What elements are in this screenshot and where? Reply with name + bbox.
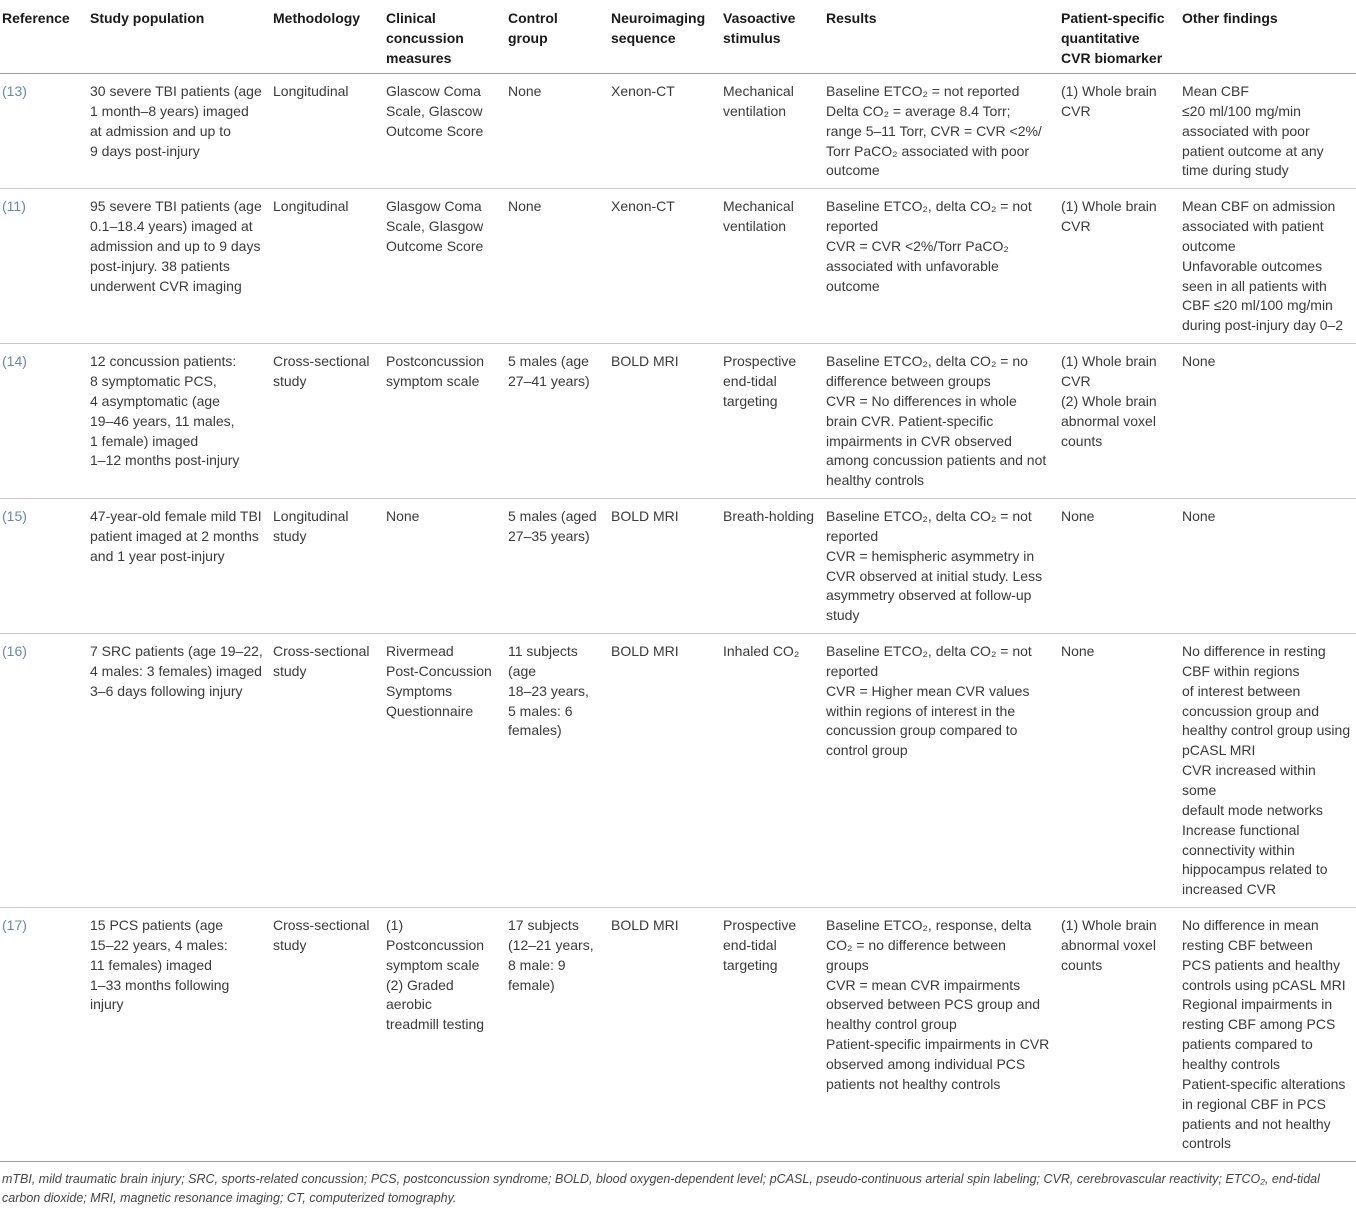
cell-measures: Postconcussion symptom scale bbox=[384, 344, 506, 499]
cell-sequence: BOLD MRI bbox=[609, 344, 721, 499]
cell-stimulus: Prospective end-tidal targeting bbox=[721, 344, 824, 499]
cell-measures: Glasgow Coma Scale, Glasgow Outcome Score bbox=[384, 189, 506, 344]
cell-sequence: BOLD MRI bbox=[609, 499, 721, 634]
cell-results: Baseline ETCO₂ = not reported Delta CO₂ = average 8.4 Torr; range 5–11 Torr, CVR = CVR <2%/ Torr PaCO₂ associated with poor outcome bbox=[824, 74, 1059, 189]
header-results: Results bbox=[824, 0, 1059, 74]
cell-biomarker: (1) Whole brain CVR (2) Whole brain abnormal voxel counts bbox=[1059, 344, 1180, 499]
cell-measures: Rivermead Post-Concussion Symptoms Questionnaire bbox=[384, 634, 506, 908]
cell-methodology: Longitudinal bbox=[271, 74, 384, 189]
cell-control: 5 males (aged 27–35 years) bbox=[506, 499, 609, 634]
cell-results: Baseline ETCO₂, delta CO₂ = not reported CVR = hemispheric asymmetry in CVR observed at initial study. Less asymmetry observed at follow-up study bbox=[824, 499, 1059, 634]
cell-population: 30 severe TBI patients (age 1 month–8 years) imaged at admission and up to 9 days post-injury bbox=[88, 74, 271, 189]
cell-control: None bbox=[506, 189, 609, 344]
header-row bbox=[0, 0, 1356, 74]
header-study-population: Study population bbox=[88, 0, 271, 74]
table-row bbox=[0, 499, 1356, 634]
header-cvr-biomarker: Patient-specific quantitative CVR biomarker bbox=[1059, 0, 1180, 74]
table-row bbox=[0, 74, 1356, 189]
cell-sequence: BOLD MRI bbox=[609, 908, 721, 1162]
table-footnote: mTBI, mild traumatic brain injury; SRC, sports-related concussion; PCS, postconcussion syndrome; BOLD, blood oxygen-dependent level; pCASL, pseudo-continuous arterial spin labeling; CVR, cerebrovascular reactivity; ETCO₂, end-tidal carbon dioxide; MRI, magnetic resonance imaging; CT, computerized tomography. bbox=[2, 1172, 1320, 1206]
cell-methodology: Cross-sectional study bbox=[271, 634, 384, 908]
cell-methodology: Longitudinal study bbox=[271, 499, 384, 634]
reference-link[interactable]: (16) bbox=[0, 634, 88, 908]
cell-methodology: Cross-sectional study bbox=[271, 344, 384, 499]
cell-stimulus: Inhaled CO₂ bbox=[721, 634, 824, 908]
cell-stimulus: Breath-holding bbox=[721, 499, 824, 634]
cell-other-findings: Mean CBF ≤20 ml/100 mg/min associated with poor patient outcome at any time during study bbox=[1180, 74, 1356, 189]
cell-methodology: Longitudinal bbox=[271, 189, 384, 344]
header-reference: Reference bbox=[0, 0, 88, 74]
cell-measures: (1) Postconcussion symptom scale (2) Graded aerobic treadmill testing bbox=[384, 908, 506, 1162]
cell-other-findings: None bbox=[1180, 344, 1356, 499]
cell-other-findings: None bbox=[1180, 499, 1356, 634]
cell-results: Baseline ETCO₂, delta CO₂ = no difference between groups CVR = No differences in whole brain CVR. Patient-specific impairments in CVR observed among concussion patients and not healthy controls bbox=[824, 344, 1059, 499]
cell-results: Baseline ETCO₂, delta CO₂ = not reported CVR = Higher mean CVR values within regions of interest in the concussion group compared to control group bbox=[824, 634, 1059, 908]
header-neuroimaging-sequence: Neuroimaging sequence bbox=[609, 0, 721, 74]
header-clinical-measures: Clinical concussion measures bbox=[384, 0, 506, 74]
cell-results: Baseline ETCO₂, delta CO₂ = not reported CVR = CVR <2%/Torr PaCO₂ associated with unfavorable outcome bbox=[824, 189, 1059, 344]
cell-control: None bbox=[506, 74, 609, 189]
header-control-group: Control group bbox=[506, 0, 609, 74]
cell-biomarker: None bbox=[1059, 634, 1180, 908]
cell-biomarker: None bbox=[1059, 499, 1180, 634]
cell-population: 15 PCS patients (age 15–22 years, 4 males: 11 females) imaged 1–33 months following injury bbox=[88, 908, 271, 1162]
cell-control: 17 subjects (12–21 years, 8 male: 9 female) bbox=[506, 908, 609, 1162]
cell-other-findings: Mean CBF on admission associated with patient outcome Unfavorable outcomes seen in all patients with CBF ≤20 ml/100 mg/min during post-injury day 0–2 bbox=[1180, 189, 1356, 344]
reference-link[interactable]: (15) bbox=[0, 499, 88, 634]
table-row bbox=[0, 908, 1356, 1162]
header-other-findings: Other findings bbox=[1180, 0, 1356, 74]
cell-methodology: Cross-sectional study bbox=[271, 908, 384, 1162]
cell-results: Baseline ETCO₂, response, delta CO₂ = no difference between groups CVR = mean CVR impairments observed between PCS group and healthy control group Patient-specific impairments in CVR observed among individual PCS patients not healthy controls bbox=[824, 908, 1059, 1162]
reference-link[interactable]: (11) bbox=[0, 189, 88, 344]
cell-biomarker: (1) Whole brain CVR bbox=[1059, 189, 1180, 344]
cell-biomarker: (1) Whole brain CVR bbox=[1059, 74, 1180, 189]
cell-population: 7 SRC patients (age 19–22, 4 males: 3 females) imaged 3–6 days following injury bbox=[88, 634, 271, 908]
reference-link[interactable]: (13) bbox=[0, 74, 88, 189]
cell-sequence: BOLD MRI bbox=[609, 634, 721, 908]
cell-control: 11 subjects (age 18–23 years, 5 males: 6 females) bbox=[506, 634, 609, 908]
table-row bbox=[0, 634, 1356, 908]
cell-measures: Glascow Coma Scale, Glascow Outcome Score bbox=[384, 74, 506, 189]
cell-sequence: Xenon-CT bbox=[609, 189, 721, 344]
cell-control: 5 males (age 27–41 years) bbox=[506, 344, 609, 499]
reference-link[interactable]: (14) bbox=[0, 344, 88, 499]
cell-population: 95 severe TBI patients (age 0.1–18.4 years) imaged at admission and up to 9 days post-injury. 38 patients underwent CVR imaging bbox=[88, 189, 271, 344]
cell-stimulus: Mechanical ventilation bbox=[721, 189, 824, 344]
cell-biomarker: (1) Whole brain abnormal voxel counts bbox=[1059, 908, 1180, 1162]
cell-other-findings: No difference in mean resting CBF between PCS patients and healthy controls using pCASL MRI Regional impairments in resting CBF among PCS patients compared to healthy controls Patient-specific alterations in regional CBF in PCS patients and not healthy controls bbox=[1180, 908, 1356, 1162]
reference-link[interactable]: (17) bbox=[0, 908, 88, 1162]
header-vasoactive-stimulus: Vasoactive stimulus bbox=[721, 0, 824, 74]
cell-stimulus: Prospective end-tidal targeting bbox=[721, 908, 824, 1162]
cell-sequence: Xenon-CT bbox=[609, 74, 721, 189]
cell-stimulus: Mechanical ventilation bbox=[721, 74, 824, 189]
table-row bbox=[0, 189, 1356, 344]
table-row bbox=[0, 344, 1356, 499]
cell-population: 47-year-old female mild TBI patient imaged at 2 months and 1 year post-injury bbox=[88, 499, 271, 634]
cell-measures: None bbox=[384, 499, 506, 634]
header-methodology: Methodology bbox=[271, 0, 384, 74]
cell-other-findings: No difference in resting CBF within regions of interest between concussion group and healthy control group using pCASL MRI CVR increased within some default mode networks Increase functional connectivity within hippocampus related to increased CVR bbox=[1180, 634, 1356, 908]
cell-population: 12 concussion patients: 8 symptomatic PCS, 4 asymptomatic (age 19–46 years, 11 males, 1 female) imaged 1–12 months post-injury bbox=[88, 344, 271, 499]
